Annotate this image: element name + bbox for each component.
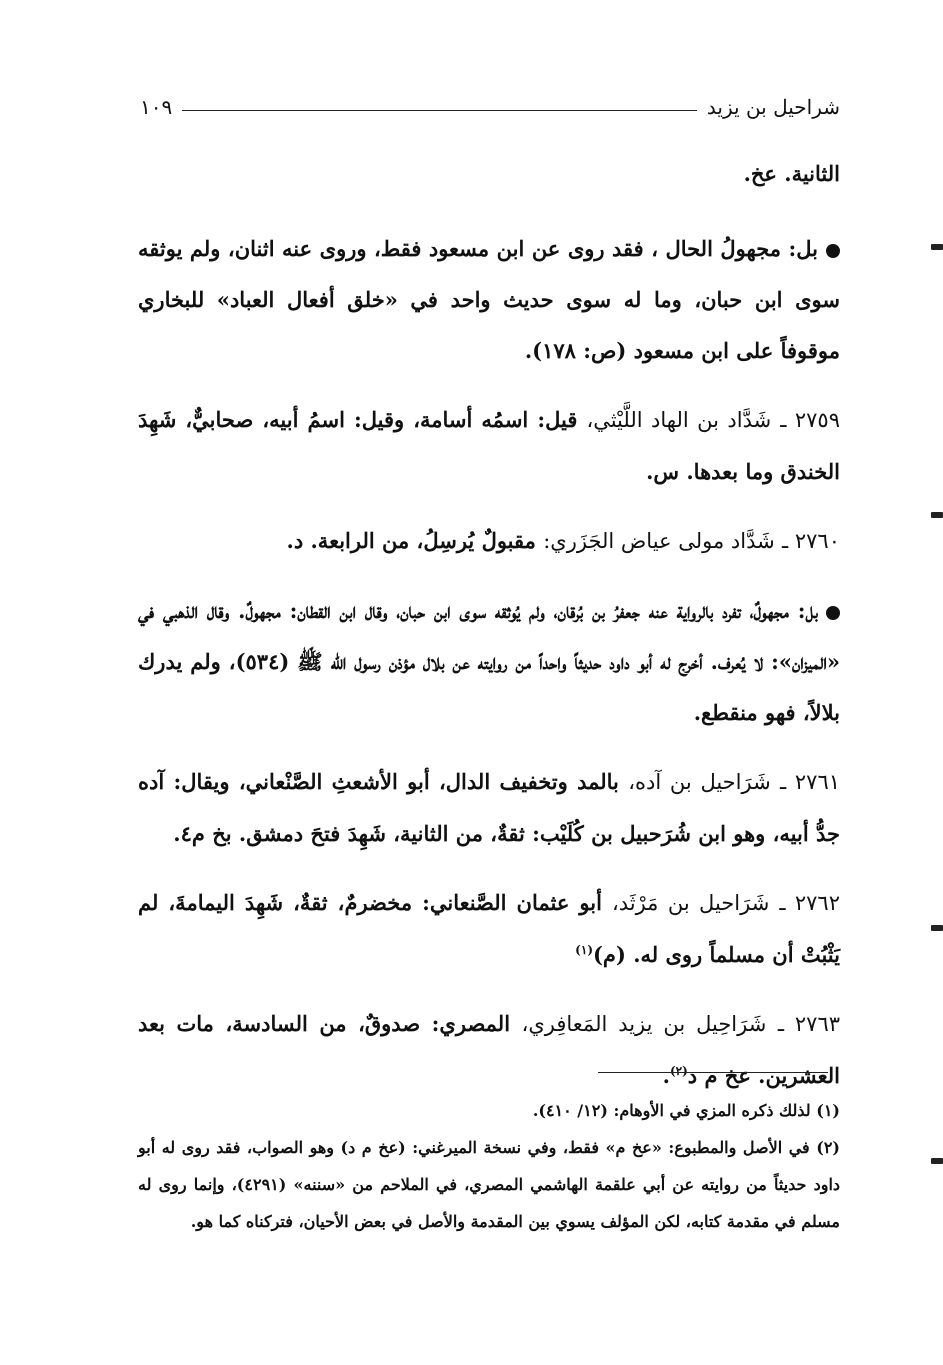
bullet-icon	[826, 244, 840, 258]
entry-name: شَرَاحيل بن مَرْثَد،	[611, 891, 770, 915]
entry-number: ٢٧٦٠ ـ	[782, 529, 840, 553]
margin-mark	[931, 512, 943, 518]
margin-mark	[931, 244, 943, 250]
comment-paragraph-2	[138, 585, 840, 738]
entry-codes: د.	[286, 528, 304, 553]
entry-2760	[138, 515, 840, 567]
entry-2762	[138, 877, 840, 980]
entry-number: ٢٧٦١ ـ	[780, 770, 841, 794]
entry-2763	[138, 998, 840, 1101]
running-title: شراحيل بن يزيد	[706, 95, 840, 119]
running-header	[140, 92, 840, 122]
entry-number: ٢٧٦٢ ـ	[779, 891, 840, 915]
entry-codes: بخ م٤.	[173, 821, 232, 846]
entry-name: شَدَّاد بن الهاد اللَّيْثي،	[586, 408, 772, 432]
footnote-1: (١) لذلك ذكره المزي في الأوهام: (١٢/ ٤١٠).	[532, 1101, 840, 1120]
entry-2761	[138, 756, 840, 859]
entry-text: مقبولٌ يُرسِلُ، من الرابعة.	[310, 528, 536, 553]
entry-codes: عخ م د	[687, 1063, 751, 1088]
entry-name: شَرَاحِيل بن يزيد المَعافِري،	[521, 1012, 767, 1036]
entry-number: ٢٧٦٣ ـ	[777, 1012, 841, 1036]
bullet-icon	[826, 606, 840, 620]
margin-mark	[931, 1158, 943, 1164]
paragraph-continuation: الثانية. عخ.	[743, 161, 840, 186]
entry-name: شَرَاحيل بن آده،	[628, 770, 771, 794]
entry-text: المصري: صدوقٌ، من السادسة، مات بعد العشرين.	[138, 1011, 840, 1088]
footnote-ref-1[interactable]: (١)	[575, 943, 593, 957]
header-rule	[182, 110, 697, 111]
entry-codes: (م)	[593, 942, 626, 967]
footnote-separator	[598, 1072, 828, 1073]
entry-text: قيل: اسمُه أسامة، وقيل: اسمُ أبيه، صحابيٌّ، شَهِدَ الخندق وما بعدها.	[138, 407, 840, 484]
margin-mark	[931, 925, 943, 931]
comment-paragraph-1	[138, 223, 840, 376]
comment-text-1: بل: مجهولُ الحال ، فقد روى عن ابن مسعود فقط، وروى عنه اثنان، ولم يوثقه سوى ابن حبان، وما له سوى حديث واحد في «خلق أفعال العباد» للبخاري موقوفاً على ابن مسعود (ص: ١٧٨).	[138, 236, 840, 363]
entry-2759	[138, 394, 840, 497]
entry-text: أبو عثمان الصَّنعاني: مخضرمٌ، ثقةٌ، شَهِدَ اليمامةَ، لم يَثْبُتْ أن مسلماً روى له.	[138, 890, 840, 967]
entry-text: بالمد وتخفيف الدال، أبو الأشعثِ الصَّنْعاني، ويقال: آده جدُّ أبيه، وهو ابن شُرَحبيل بن كُلَيْب: ثقةٌ، من الثانية، شَهِدَ فتحَ دمشق.	[138, 769, 840, 846]
entry-number: ٢٧٥٩ ـ	[780, 408, 840, 432]
entry-end: .	[662, 1063, 670, 1088]
comment-text-2: بل: مجهولٌ، تفرد بالرواية عنه جعفرُ بن بُرقان، ولم يُوثقه سوى ابن حبان، وقال ابن القطان: مجهولٌ. وقال الذهبي في «الميزان»: لا يُعرف. أخرج له أبو داود حديثاً واحداً من روايته عن بلال مؤذن رسول الله ﷺ (٥٣٤)، ولم يدرك بلالاً، فهو منقطع.	[138, 598, 841, 725]
entry-name: شَدَّاد مولى عياض الجَزَري:	[543, 529, 775, 553]
footnote-ref-2[interactable]: (٢)	[669, 1064, 688, 1078]
footnote-2: (٢) في الأصل والمطبوع: «عخ م» فقط، وفي نسخة الميرغني: (عخ م د) وهو الصواب، فقد روى له أبو داود حديثاً من روايته عن أبي علقمة الهاشمي المصري، في الملاحم من «سننه» (٤٢٩١)، وإنما روى له مسلم في مقدمة كتابه، لكن المؤلف يسوي بين المقدمة والأصل في بعض الأحيان، فتركناه كما هو.	[138, 1138, 841, 1231]
entry-codes: س.	[646, 459, 680, 484]
page-number: ١٠٩	[140, 95, 173, 119]
footnotes	[138, 1092, 840, 1240]
main-text	[138, 148, 840, 1119]
